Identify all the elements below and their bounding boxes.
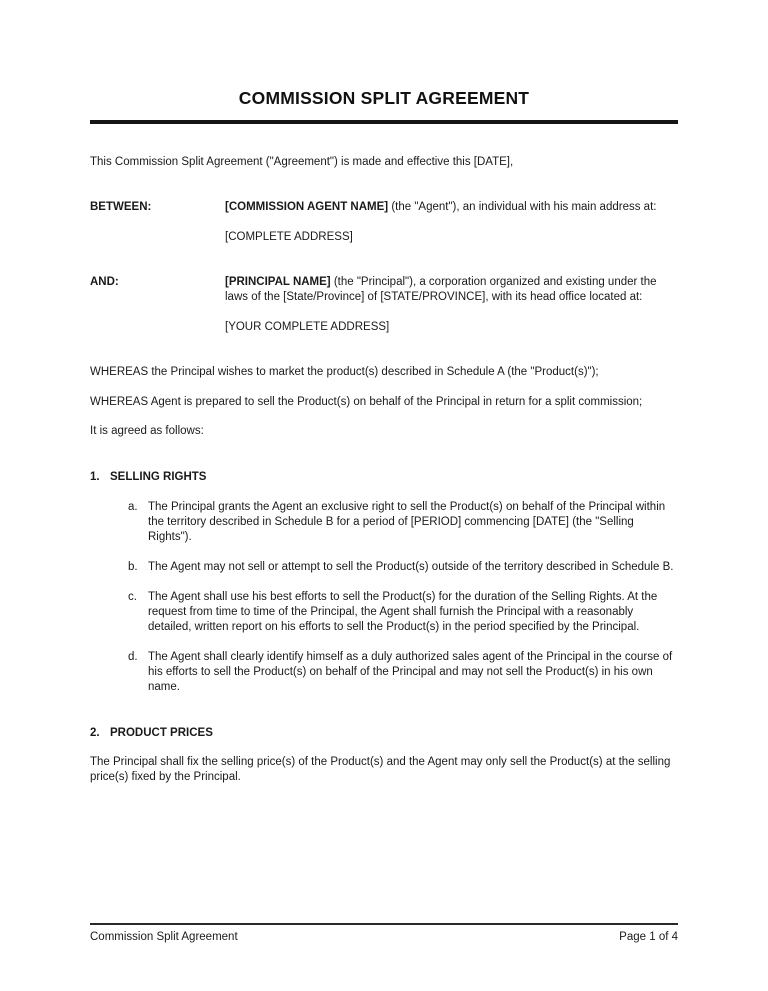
page-title: COMMISSION SPLIT AGREEMENT <box>238 88 530 108</box>
item-letter: d. <box>128 651 138 663</box>
list-item <box>90 650 678 695</box>
footer-document-title: Commission Split Agreement <box>90 931 238 943</box>
party-description <box>225 275 678 305</box>
section-number: 1. <box>90 471 100 483</box>
whereas-clause-2: WHEREAS Agent is prepared to sell the Product(s) on behalf of the Principal in return for a split commission; <box>90 396 643 408</box>
list-item <box>90 500 678 545</box>
item-text: The Agent may not sell or attempt to sell the Product(s) outside of the territory described in Schedule B. <box>148 561 674 573</box>
item-letter: a. <box>128 501 138 513</box>
agreed-line: It is agreed as follows: <box>90 425 204 437</box>
party-content <box>225 200 678 245</box>
list-item <box>90 560 678 575</box>
party-row-between <box>90 200 678 245</box>
party-name-placeholder: [COMMISSION AGENT NAME] <box>225 201 389 213</box>
section-heading-selling-rights <box>90 470 678 485</box>
party-row-and <box>90 275 678 335</box>
page-footer <box>90 923 678 945</box>
party-name-placeholder: [PRINCIPAL NAME] <box>225 276 331 288</box>
section-title: SELLING RIGHTS <box>110 471 207 483</box>
section-title: PRODUCT PRICES <box>110 727 213 739</box>
item-text: The Agent shall clearly identify himself as a duly authorized sales agent of the Principal in the course of his efforts to sell the Product(s) on behalf of the Principal and may not sell the Product(s) in his own name. <box>148 651 673 693</box>
item-letter: c. <box>128 591 137 603</box>
party-description <box>225 200 678 215</box>
section-number: 2. <box>90 727 100 739</box>
item-text: The Agent shall use his best efforts to sell the Product(s) for the duration of the Selling Rights. At the request from time to time of the Principal, the Agent shall furnish the Principal with a reasonably detailed, written report on his efforts to sell the Product(s) in the period specified by the Principal. <box>148 591 658 633</box>
party-description-text: (the "Principal"), a corporation organized and existing under the laws of the [State/Province] of [STATE/PROVINCE], with its head office located at: <box>225 276 657 303</box>
party-address-placeholder: [YOUR COMPLETE ADDRESS] <box>225 321 390 333</box>
title-divider <box>90 120 678 124</box>
intro-paragraph: This Commission Split Agreement ("Agreement") is made and effective this [DATE], <box>90 156 514 168</box>
section-body-paragraph: The Principal shall fix the selling price(s) of the Product(s) and the Agent may only sell the Product(s) at the selling price(s) fixed by the Principal. <box>90 756 671 783</box>
item-text: The Principal grants the Agent an exclusive right to sell the Product(s) on behalf of the Principal within the territory described in Schedule B for a period of [PERIOD] commencing [DATE] (the "Selling Rights"). <box>148 501 666 543</box>
party-description-text: (the "Agent"), an individual with his main address at: <box>388 201 657 213</box>
party-label: BETWEEN: <box>90 201 152 213</box>
section-heading-product-prices <box>90 726 678 741</box>
party-label: AND: <box>90 276 119 288</box>
item-letter: b. <box>128 561 138 573</box>
list-item <box>90 590 678 635</box>
footer-page-number: Page 1 of 4 <box>619 931 678 943</box>
party-address-placeholder: [COMPLETE ADDRESS] <box>225 231 353 243</box>
party-content <box>225 275 678 335</box>
whereas-clause-1: WHEREAS the Principal wishes to market the product(s) described in Schedule A (the "Product(s)"); <box>90 366 599 378</box>
